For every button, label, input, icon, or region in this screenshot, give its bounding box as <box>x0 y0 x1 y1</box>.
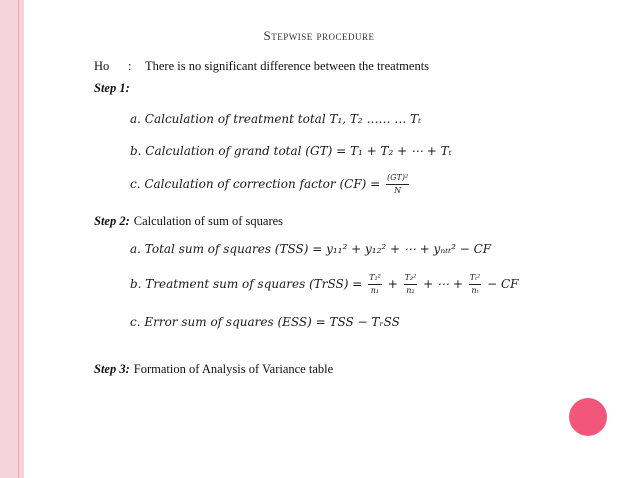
accent-dot <box>569 398 607 436</box>
fraction-numerator: (GT)² <box>386 174 409 185</box>
plus-sign: + <box>387 277 398 291</box>
step3-text: Formation of Analysis of Variance table <box>133 362 334 376</box>
step1-item-a: a. Calculation of treatment total T₁, T₂ …… … Tₜ <box>130 112 422 126</box>
fraction-denominator: n₁ <box>370 286 380 295</box>
fraction-t2 <box>404 274 418 295</box>
fraction-denominator: nₜ <box>471 286 479 295</box>
step2-title: Calculation of sum of squares <box>133 214 284 228</box>
correction-factor-fraction <box>386 174 409 195</box>
step1-label: Step 1: <box>94 81 130 95</box>
step2-item-b <box>130 274 518 295</box>
slide-title: Stepwise procedure <box>263 28 375 43</box>
step1-item-c <box>130 174 411 195</box>
hypothesis-label: Ho <box>94 59 110 73</box>
step2-item-c: c. Error sum of squares (ESS) = TSS − TᵣSS <box>130 315 400 329</box>
step1-item-c-text: c. Calculation of correction factor (CF) = <box>130 177 381 191</box>
fraction-t1 <box>368 274 382 295</box>
fraction-numerator: T₁² <box>368 274 382 285</box>
step1-item-b: b. Calculation of grand total (GT) = T₁ + T₂ + ⋯ + Tₜ <box>130 144 452 158</box>
fraction-tt <box>469 274 482 295</box>
step3-label: Step 3: <box>94 362 130 376</box>
hypothesis-text: There is no significant difference between the treatments <box>145 59 430 73</box>
ellipsis-plus: + ⋯ + <box>423 277 463 291</box>
border-rule <box>18 0 19 478</box>
left-decorative-border <box>0 0 24 478</box>
step2-label: Step 2: <box>94 214 130 228</box>
fraction-denominator: N <box>394 186 402 195</box>
step2-item-a: a. Total sum of squares (TSS) = y₁₁² + y₁₂² + ⋯ + yₙₜₜ² − CF <box>130 242 492 256</box>
minus-cf: − CF <box>487 277 519 291</box>
fraction-denominator: n₂ <box>406 286 415 295</box>
fraction-numerator: T₂² <box>404 274 418 285</box>
step2-heading <box>94 212 283 230</box>
fraction-numerator: Tₜ² <box>469 274 482 285</box>
hypothesis-colon: : <box>128 59 132 73</box>
step3-heading <box>94 360 333 378</box>
step2-item-b-text: b. Treatment sum of squares (TrSS) = <box>130 277 363 291</box>
